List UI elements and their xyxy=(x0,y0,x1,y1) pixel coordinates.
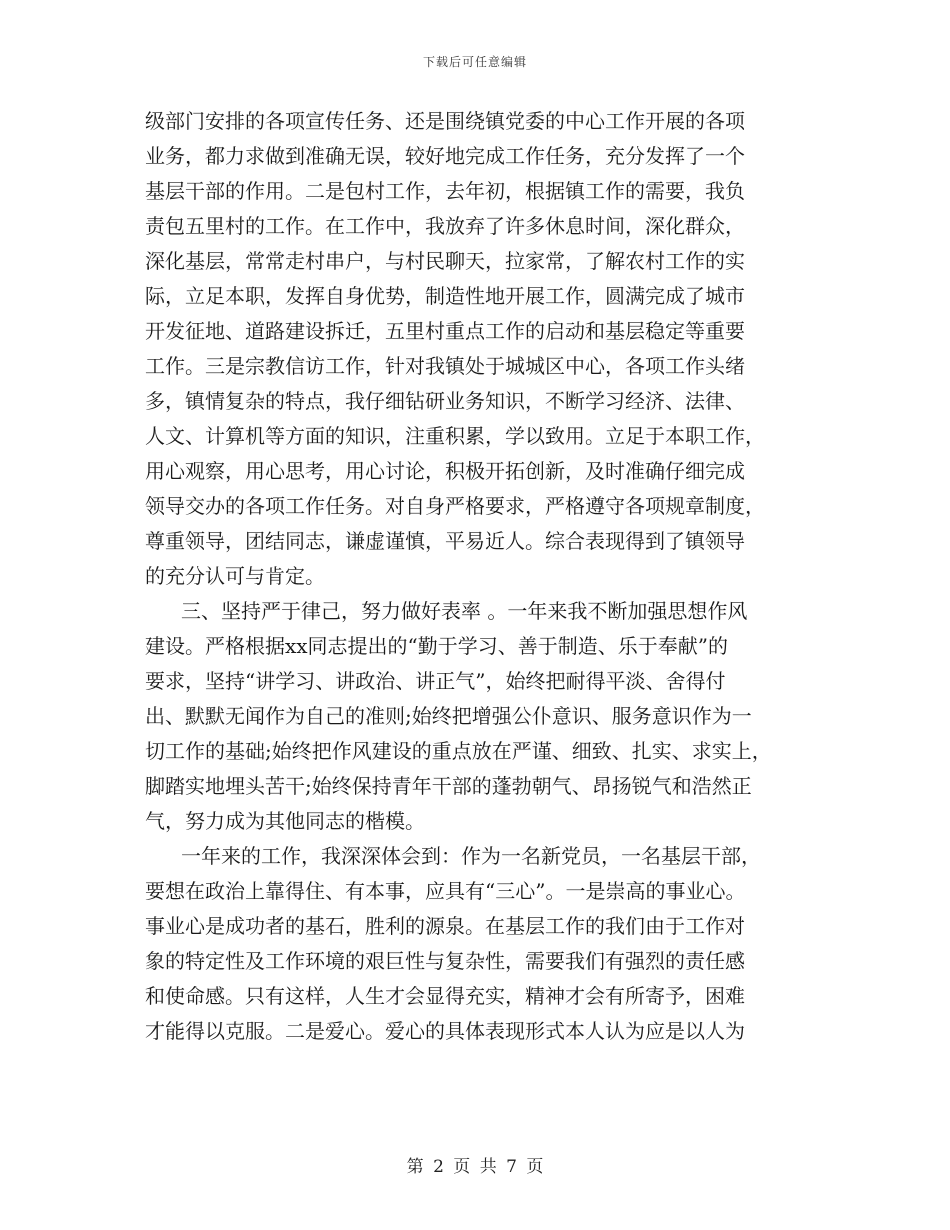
text-line: 出、默默无闻作为自己的准则;始终把增强公仆意识、服务意识作为一 xyxy=(145,704,752,728)
text-line: 人文、计算机等方面的知识，注重积累，学以致用。立足于本职工作， xyxy=(145,424,765,448)
text-line: 业务，都力求做到准确无误，较好地完成工作任务，充分发挥了一个 xyxy=(145,144,745,168)
text-line: 要想在政治上靠得住、有本事，应具有“三心”。一是崇高的事业心。 xyxy=(145,879,746,903)
text-line: 工作。三是宗教信访工作，针对我镇处于城城区中心，各项工作头绪 xyxy=(145,354,745,378)
paragraph-start-line: 一年来的工作，我深深体会到：作为一名新党员，一名基层干部， xyxy=(181,844,761,868)
text-line: 脚踏实地埋头苦干;始终保持青年干部的蓬勃朝气、昂扬锐气和浩然正 xyxy=(145,774,752,798)
text-line: 级部门安排的各项宣传任务、还是围绕镇党委的中心工作开展的各项 xyxy=(145,109,745,133)
text-line: 要求，坚持“讲学习、讲政治、讲正气”，始终把耐得平淡、舍得付 xyxy=(145,669,726,693)
text-line: 的充分认可与肯定。 xyxy=(145,564,325,588)
page-number-footer: 第 2 页 共 7 页 xyxy=(406,1157,544,1177)
text-line: 开发征地、道路建设拆迁，五里村重点工作的启动和基层稳定等重要 xyxy=(145,319,745,343)
text-line: 象的特定性及工作环境的艰巨性与复杂性，需要我们有强烈的责任感 xyxy=(145,949,745,973)
text-line: 领导交办的各项工作任务。对自身严格要求，严格遵守各项规章制度， xyxy=(145,494,765,518)
text-line: 用心观察，用心思考，用心讨论，积极开拓创新，及时准确仔细完成 xyxy=(145,459,745,483)
text-line: 气，努力成为其他同志的楷模。 xyxy=(145,809,425,833)
document-body xyxy=(145,104,815,1049)
paragraph-start-line: 三、坚持严于律己，努力做好表率 。一年来我不断加强思想作风 xyxy=(181,599,748,623)
text-line: 际，立足本职，发挥自身优势，制造性地开展工作，圆满完成了城市 xyxy=(145,284,745,308)
page-header-note: 下载后可任意编辑 xyxy=(422,55,527,69)
text-line: 和使命感。只有这样，人生才会显得充实，精神才会有所寄予，困难 xyxy=(145,984,745,1008)
text-line: 建设。严格根据xx同志提出的“勤于学习、善于制造、乐于奉献”的 xyxy=(145,634,729,658)
text-line: 基层干部的作用。二是包村工作，去年初，根据镇工作的需要，我负 xyxy=(145,179,745,203)
text-line: 才能得以克服。二是爱心。爱心的具体表现形式本人认为应是以人为 xyxy=(145,1019,745,1043)
text-line: 责包五里村的工作。在工作中，我放弃了许多休息时间，深化群众， xyxy=(145,214,745,238)
text-line: 尊重领导，团结同志，谦虚谨慎，平易近人。综合表现得到了镇领导 xyxy=(145,529,745,553)
text-line: 事业心是成功者的基石，胜利的源泉。在基层工作的我们由于工作对 xyxy=(145,914,745,938)
text-line: 切工作的基础;始终把作风建设的重点放在严谨、细致、扎实、求实上， xyxy=(145,739,772,763)
text-line: 深化基层，常常走村串户，与村民聊天，拉家常，了解农村工作的实 xyxy=(145,249,745,273)
text-line: 多，镇情复杂的特点，我仔细钻研业务知识，不断学习经济、法律、 xyxy=(145,389,745,413)
